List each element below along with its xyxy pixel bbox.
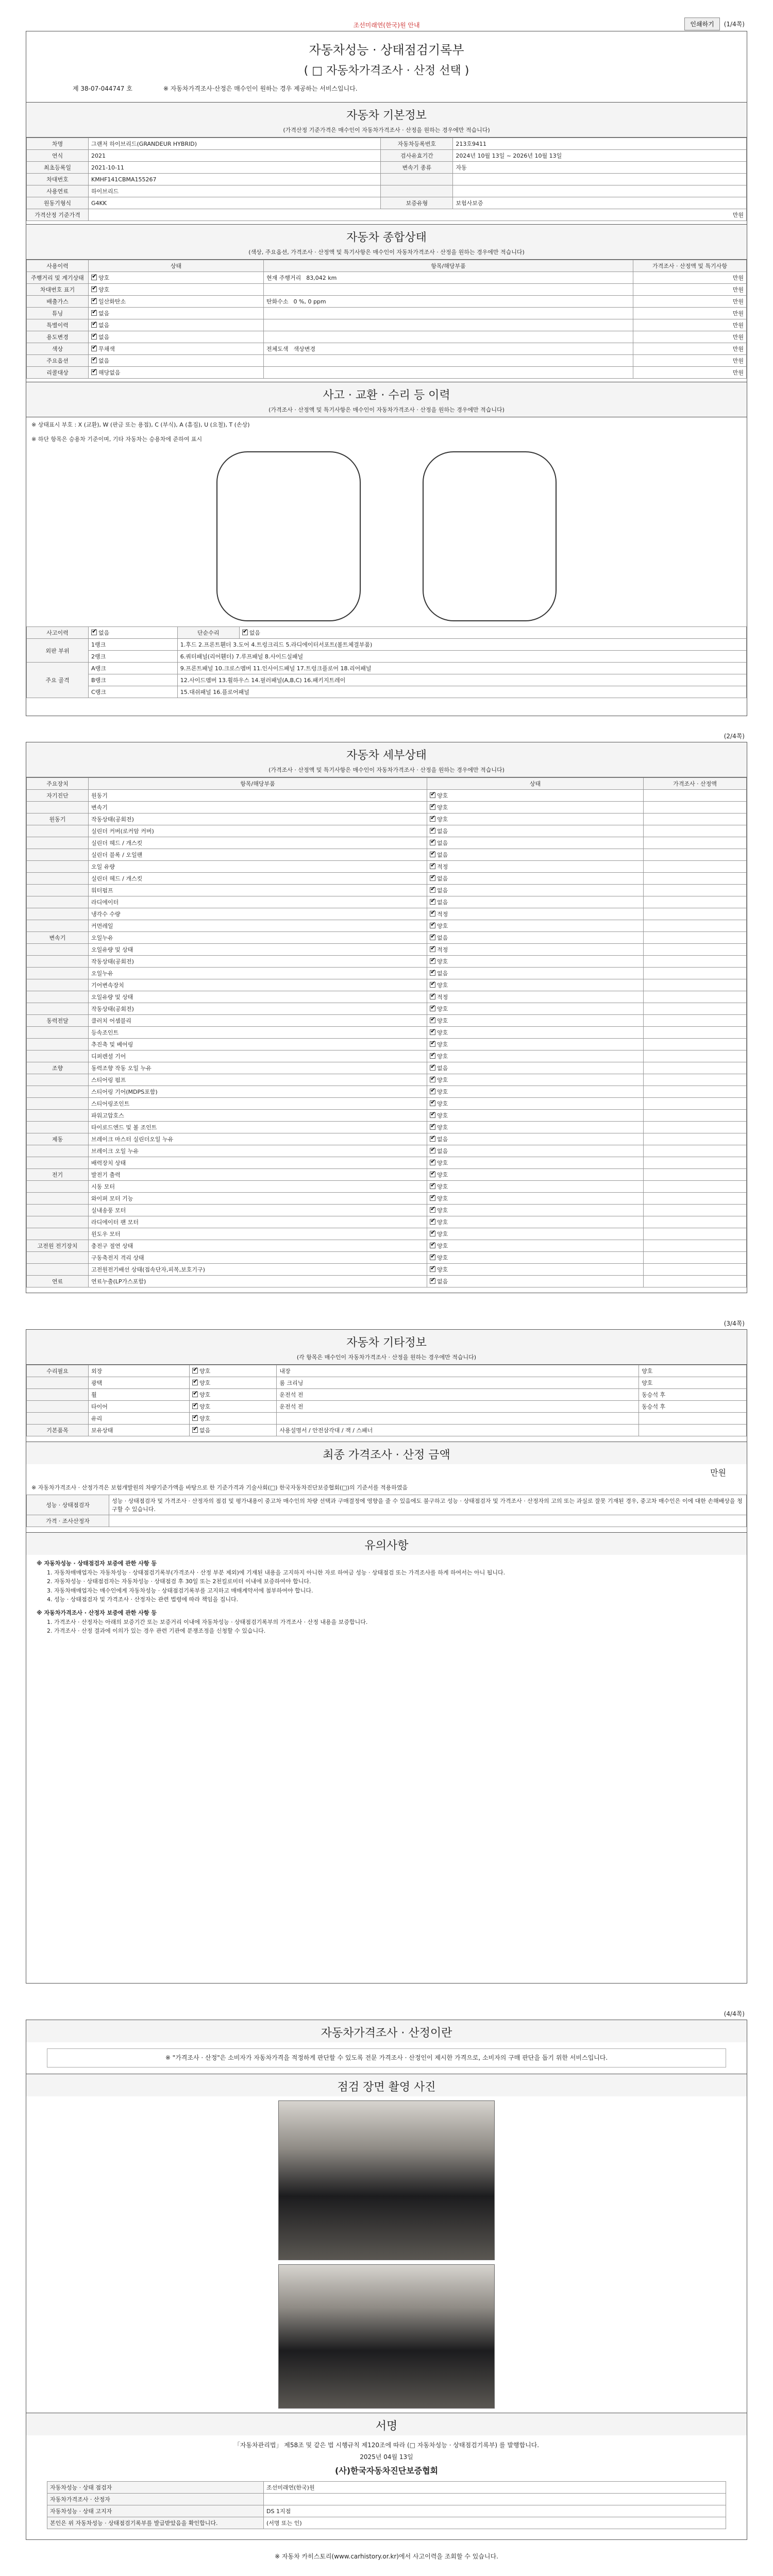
status-check[interactable] — [430, 1112, 435, 1118]
detail-row: 디퍼렌셜 기어 ✔ 양호 — [27, 1050, 747, 1062]
detail-row: 라디에이터 ✔ 없음 — [27, 896, 747, 908]
detail-row: 변속기 오일누유 ✔ 없음 — [27, 932, 747, 944]
detail-row: 고전원 전기장치 충전구 절연 상태 ✔ 양호 — [27, 1240, 747, 1252]
status-check[interactable] — [91, 275, 97, 280]
detail-row: 와이퍼 모터 기능 ✔ 양호 — [27, 1193, 747, 1205]
page-3 — [26, 1329, 747, 1984]
status-check[interactable] — [430, 816, 435, 822]
basic-title: 자동차 기본정보 — [26, 102, 747, 125]
status-check[interactable] — [91, 322, 97, 328]
status-check[interactable] — [430, 1231, 435, 1236]
status-check[interactable] — [430, 1183, 435, 1189]
status-check[interactable] — [430, 1041, 435, 1047]
inspection-photo-2 — [278, 2264, 495, 2409]
page-1 — [26, 31, 747, 716]
other-row: 기본품목 보유상태 ✔ 없음 사용설명서 / 안전삼각대 / 잭 / 스패너 — [27, 1425, 747, 1436]
page-number: (1/4쪽) — [724, 21, 745, 28]
status-check[interactable] — [91, 298, 97, 304]
overall-row: 차대번호 표기 ✔ 양호 만원 — [27, 284, 747, 296]
overall-row: 주요옵션 ✔ 없음 만원 — [27, 355, 747, 367]
final-unit: 만원 — [710, 1468, 726, 1478]
detail-row: 시동 모터 ✔ 양호 — [27, 1181, 747, 1193]
overall-row: 특별이력 ✔ 없음 만원 — [27, 319, 747, 331]
doc-number: 38-07-044747 — [80, 85, 125, 92]
accident-table: 사고이력 ✔ 없음 단순수리 ✔ 없음 외판 부위 1랭크 1.후드 2.프론트휀더 3.도어 4.트렁크리드 5.라디에이터서포트(볼트체결부품) 2랭크 6.쿼터패널(리어휀더) 7.루프패널 8.사이드실패널 주요 골격 A랭크 9.프론트패널 10.크로스멤버 11.인사이드패널 17.트렁크플로어 18.리어패널 B랭크 12.사이드멤버 13.휠하우스 14.필러패널(A,B,C) 16.패키지트레이 C랭크 15.대쉬패널 16.플로어패널 — [26, 626, 747, 698]
detail-row: 고전원전기배선 상태(접속단자,피복,보호기구) ✔ 양호 — [27, 1264, 747, 1276]
status-check[interactable] — [430, 852, 435, 857]
status-check[interactable] — [430, 1053, 435, 1059]
status-check[interactable] — [192, 1403, 198, 1409]
status-check[interactable] — [430, 946, 435, 952]
other-title: 자동차 기타정보 — [26, 1330, 747, 1352]
final-table: 성능 · 상태점검자 성능 · 상태점검자 및 가격조사 · 산정자의 점검 및 평가내용이 중고차 매수인의 차량 선택과 구매결정에 영향을 줄 수 있음에도 불구하고 성능 · 상태점검자 및 가격조사 · 산정자의 고의 또는 과실로 잘못 기재된 경우, 중고차 매수인은 이에 대한 손해배상을 청구할 수 있습니다. 가격 · 조사산정자 — [26, 1495, 747, 1527]
detail-row: 작동상태(공회전) ✔ 양호 — [27, 1003, 747, 1015]
accident-note: (가격조사 · 산정액 및 특기사항은 매수인이 자동차가격조사 · 산정을 원하는 경우에만 적습니다) — [26, 404, 747, 417]
status-check[interactable] — [430, 1089, 435, 1094]
status-check[interactable] — [430, 1243, 435, 1248]
car-diagram — [26, 446, 747, 626]
detail-table: 주요장치 항목/해당부품 상태 가격조사 · 산정액 자기진단 원동기 ✔ 양호 변속기 ✔ 양호 원동기 작동상태(공회전) ✔ 양호 실린더 커버(로커암 커버) ✔ 없음 실린더 헤드 / 개스킷 ✔ 없음 실린더 블록 / 오일팬 ✔ 없음 오일 유량 ✔ 적정 실린더 헤드 / 개스킷 ✔ 없음 워터펌프 ✔ 없음 라디에이터 ✔ 없음 냉각수 수량 ✔ 적정 커먼레일 ✔ 양호 변속기 오일누유 ✔ 없음 오일유량 및 상태 ✔ 적정 작동상태(공회전) ✔ 양호 오일누유 ✔ 없음 기어변속장치 ✔ 양호 오일유량 및 상태 ✔ 적정 작동상태(공회전) ✔ 양호 동력전달 클러치 어셈블리 ✔ 양호 등속조인트 ✔ 양호 추진축 및 베어링 ✔ 양호 디퍼렌셜 기어 ✔ 양호 조향 동력조향 작동 오일 누유 ✔ 없음 스티어링 펌프 ✔ 양호 스티어링 기어(MDPS포함) ✔ 양호 스티어링조인트 ✔ 양호 파워고압호스 ✔ 양호 타이로드엔드 및 볼 조인트 ✔ 양호 제동 브레이크 마스터 실린더오일 누유 ✔ 없음 브레이크 오일 누유 ✔ 없음 배력장치 상태 ✔ 양호 전기 발전기 출력 ✔ 양호 시동 모터 ✔ 양호 와이퍼 모터 기능 ✔ 양호 실내송풍 모터 ✔ 양호 라디에이터 팬 모터 ✔ 양호 윈도우 모터 ✔ 양호 고전원 전기장치 충전구 절연 상태 ✔ 양호 구동축전지 격리 상태 ✔ 양호 고전원전기배선 상태(접속단자,피복,보호기구) ✔ 양호 연료 연료누출(LP가스포함) ✔ 없음 — [26, 777, 747, 1287]
detail-row: 오일누유 ✔ 없음 — [27, 968, 747, 979]
print-button[interactable]: 인쇄하기 — [684, 18, 719, 30]
overall-table: 사용이력 상태 항목/해당부품 가격조사 · 산정액 및 특기사항 주행거리 및 계기상태 ✔ 양호 현재 주행거리 83,042 km 만원 차대번호 표기 ✔ 양호 만원 배출가스 ✔ 일산화탄소 탄화수소 0 %, 0 ppm 만원 튜닝 ✔ 없음 만원 특별이력 ✔ 없음 만원 용도변경 ✔ 없음 만원 색상 ✔ 무채색 전체도색 색상변경 만원 주요옵션 ✔ 없음 만원 리콜대상 ✔ 해당없음 만원 — [26, 260, 747, 379]
status-check[interactable] — [430, 1077, 435, 1082]
status-check[interactable] — [430, 911, 435, 917]
final-title: 최종 가격조사 · 산정 금액 — [26, 1442, 747, 1464]
basic-note: (가격산정 기준가격은 매수인이 자동차가격조사 · 산정을 원하는 경우에만 적습니다) — [26, 125, 747, 138]
basic-row: 원동기형식 G4KK 보증유형 보험사보증 — [27, 197, 747, 209]
status-check[interactable] — [430, 923, 435, 928]
status-check[interactable] — [430, 804, 435, 810]
other-table — [26, 1365, 747, 1436]
other-row: 유리 ✔ 양호 — [27, 1413, 747, 1425]
detail-row: 추진축 및 베어링 ✔ 양호 — [27, 1039, 747, 1050]
car-frame-diagram — [423, 451, 557, 621]
detail-row: 오일 유량 ✔ 적정 — [27, 861, 747, 873]
other-row: 광택 ✔ 양호 룸 크리닝 양호 — [27, 1377, 747, 1389]
status-check[interactable] — [91, 334, 97, 340]
overall-row: 색상 ✔ 무채색 전체도색 색상변경 만원 — [27, 343, 747, 355]
status-check[interactable] — [430, 935, 435, 940]
status-check[interactable] — [430, 1255, 435, 1260]
detail-row: 동력전달 클러치 어셈블리 ✔ 양호 — [27, 1015, 747, 1027]
basic-row: 사용연료 하이브리드 — [27, 185, 747, 197]
status-check[interactable] — [430, 970, 435, 976]
status-check[interactable] — [430, 1278, 435, 1284]
basic-row: 연식 2021 검사유효기간 2024년 10월 13일 ~ 2026년 10월 13일 — [27, 150, 747, 162]
accident-legend-1: ※ 상태표시 부호 : X (교환), W (판금 또는 용접), C (부식), A (흠집), U (요철), T (손상) — [31, 421, 250, 428]
status-check[interactable] — [430, 1018, 435, 1023]
detail-row: 배력장치 상태 ✔ 양호 — [27, 1157, 747, 1169]
detail-row: 기어변속장치 ✔ 양호 — [27, 979, 747, 991]
detail-row: 커먼레일 ✔ 양호 — [27, 920, 747, 932]
overall-row: 배출가스 ✔ 일산화탄소 탄화수소 0 %, 0 ppm 만원 — [27, 296, 747, 308]
page-2 — [26, 742, 747, 1293]
status-check[interactable] — [192, 1368, 198, 1374]
basic-row: 차명 그랜저 하이브리드(GRANDEUR HYBRID) 자동차등록번호 213호9411 — [27, 138, 747, 150]
overall-row: 리콜대상 ✔ 해당없음 만원 — [27, 367, 747, 379]
pricesvc-title: 자동차가격조사 · 산정이란 — [26, 2020, 747, 2042]
detail-row: 오일유량 및 상태 ✔ 적정 — [27, 991, 747, 1003]
detail-row: 스티어링 기어(MDPS포함) ✔ 양호 — [27, 1086, 747, 1098]
photo-title: 점검 장면 촬영 사진 — [26, 2074, 747, 2096]
page-number-2: (2/4쪽) — [724, 733, 745, 740]
status-check[interactable] — [430, 899, 435, 905]
status-check[interactable] — [430, 1124, 435, 1130]
detail-row: 제동 브레이크 마스터 실린더오일 누유 ✔ 없음 — [27, 1133, 747, 1145]
status-check[interactable] — [91, 310, 97, 316]
doc-number-line: 제 38-07-044747 호 ※ 자동차가격조사·산정은 매수인이 원하는 경우 제공하는 서비스입니다. — [73, 85, 358, 92]
status-check[interactable] — [91, 346, 97, 351]
status-check[interactable] — [430, 875, 435, 881]
top-notice: 조선미래연(한국)원 안내 — [353, 22, 420, 29]
status-check[interactable] — [91, 369, 97, 375]
detail-row: 브레이크 오일 누유 ✔ 없음 — [27, 1145, 747, 1157]
detail-row: 워터펌프 ✔ 없음 — [27, 885, 747, 896]
status-check[interactable] — [430, 1136, 435, 1142]
overall-row: 튜닝 ✔ 없음 만원 — [27, 308, 747, 319]
status-check[interactable] — [430, 840, 435, 845]
detail-row: 원동기 작동상태(공회전) ✔ 양호 — [27, 814, 747, 825]
doc-subtitle: ( □ 자동차가격조사 · 산정 선택 ) — [304, 64, 469, 77]
detail-row: 조향 동력조향 작동 오일 누유 ✔ 없음 — [27, 1062, 747, 1074]
other-row: 수리필요 외장 ✔ 양호 내장 양호 — [27, 1365, 747, 1377]
other-row: 타이어 ✔ 양호 운전석 전 동승석 후 — [27, 1401, 747, 1413]
footer: ※ 자동차 카히스토리(www.carhistory.or.kr)에서 사고이력을 조회할 수 있습니다. — [275, 2553, 498, 2560]
repair-none-check[interactable] — [242, 630, 248, 635]
detail-row: 자기진단 원동기 ✔ 양호 — [27, 790, 747, 802]
status-check[interactable] — [430, 1266, 435, 1272]
detail-row: 윈도우 모터 ✔ 양호 — [27, 1228, 747, 1240]
detail-row: 실린더 커버(로커암 커버) ✔ 없음 — [27, 825, 747, 837]
accident-legend-2: ※ 하단 항목은 승용차 기준이며, 기타 자동차는 승용차에 준하여 표시 — [31, 436, 203, 443]
overall-title: 자동차 종합상태 — [26, 224, 747, 247]
detail-row: 실린더 헤드 / 개스킷 ✔ 없음 — [27, 837, 747, 849]
detail-row: 냉각수 수량 ✔ 적정 — [27, 908, 747, 920]
status-check[interactable] — [430, 1207, 435, 1213]
inspection-photo-1 — [278, 2100, 495, 2260]
detail-title: 자동차 세부상태 — [26, 742, 747, 765]
detail-row: 작동상태(공회전) ✔ 양호 — [27, 956, 747, 968]
detail-row: 구동축전지 격리 상태 ✔ 양호 — [27, 1252, 747, 1264]
detail-note: (가격조사 · 산정액 및 특기사항은 매수인이 자동차가격조사 · 산정을 원하는 경우에만 적습니다) — [26, 765, 747, 777]
detail-row: 라디에이터 팬 모터 ✔ 양호 — [27, 1216, 747, 1228]
other-note: (각 항목은 매수인이 자동차가격조사 · 산정을 원하는 경우에만 적습니다) — [26, 1352, 747, 1365]
status-check[interactable] — [430, 1160, 435, 1165]
detail-row: 오일유량 및 상태 ✔ 적정 — [27, 944, 747, 956]
status-check[interactable] — [430, 1195, 435, 1201]
sign-title: 서명 — [26, 2413, 747, 2435]
page-4 — [26, 2020, 747, 2540]
sign-table: 자동차성능 · 상태 점검자 조선미래연(한국)원 자동차가격조사 · 산정자 자동차성능 · 상태 고지자 DS 1지점 본인은 위 자동차성능 · 상태점검기록부를 발급받았음을 확인합니다. (서명 또는 인) — [47, 2481, 726, 2529]
status-check[interactable] — [430, 958, 435, 964]
top-buttons — [684, 18, 745, 30]
status-check[interactable] — [430, 792, 435, 798]
status-check[interactable] — [192, 1415, 198, 1421]
status-check[interactable] — [430, 1006, 435, 1011]
detail-row: 변속기 ✔ 양호 — [27, 802, 747, 814]
status-check[interactable] — [91, 286, 97, 292]
overall-row: 용도변경 ✔ 없음 만원 — [27, 331, 747, 343]
sign-area: 「자동차관리법」 제58조 및 같은 법 시행규칙 제120조에 따라 (□ 자동차성능 · 상태점검기록부) 를 발행합니다. 2025년 04월 13일 (사)한국자동차진단보증협회 자동차성능 · 상태 점검자 조선미래연(한국)원 자동차가격조사 · 산정자 자동차성능 · 상태 고지자 DS 1지점 본인은 위 자동차성능 · 상태점검기록부를 발급받았음을 확인합니다. (서명 또는 인) — [26, 2435, 747, 2534]
detail-row: 실린더 헤드 / 개스킷 ✔ 없음 — [27, 873, 747, 885]
status-check[interactable] — [192, 1380, 198, 1385]
caution-title: 유의사항 — [26, 1532, 747, 1555]
pricesvc-text: ※ "가격조사 · 산정"은 소비자가 자동차가격을 적정하게 판단할 수 있도록 전문 가격조사 · 산정인이 제시한 가격으로, 소비자의 구매 판단을 돕기 위한 서비스입니다. — [47, 2048, 726, 2067]
detail-row: 등속조인트 ✔ 양호 — [27, 1027, 747, 1039]
detail-row: 연료 연료누출(LP가스포함) ✔ 없음 — [27, 1276, 747, 1287]
accident-none-check[interactable] — [91, 630, 97, 635]
status-check[interactable] — [430, 1100, 435, 1106]
status-check[interactable] — [430, 1172, 435, 1177]
page-number-3: (3/4쪽) — [724, 1320, 745, 1327]
status-check[interactable] — [430, 887, 435, 893]
basic-table: 차명 그랜저 하이브리드(GRANDEUR HYBRID) 자동차등록번호 213호9411 연식 2021 검사유효기간 2024년 10월 13일 ~ 2026년 10월 13일 최초등록일 2021-10-11 변속기 종류 자동 차대번호 KMHF141CBMA155267 사용연료 하이브리드 원동기형식 G4KK 보증유형 보험사보증 가격산정 기준가격 만원 — [26, 138, 747, 221]
detail-row: 전기 발전기 출력 ✔ 양호 — [27, 1169, 747, 1181]
status-check[interactable] — [91, 358, 97, 363]
basic-row: 차대번호 KMHF141CBMA155267 — [27, 174, 747, 185]
status-check[interactable] — [430, 1065, 435, 1071]
doc-warning: ※ 자동차가격조사·산정은 매수인이 원하는 경우 제공하는 서비스입니다. — [163, 85, 358, 92]
detail-row: 파워고압호스 ✔ 양호 — [27, 1110, 747, 1122]
status-check[interactable] — [430, 1148, 435, 1154]
detail-row: 타이로드엔드 및 볼 조인트 ✔ 양호 — [27, 1122, 747, 1133]
detail-row: 실내송풍 모터 ✔ 양호 — [27, 1205, 747, 1216]
car-front-diagram — [216, 451, 361, 621]
accident-title: 사고 · 교환 · 수리 등 이력 — [26, 382, 747, 404]
status-check[interactable] — [430, 828, 435, 834]
status-check[interactable] — [430, 1029, 435, 1035]
caution-list: ※ 자동차성능 · 상태점검자 보증에 관한 사항 등 1. 자동차매매업자는 자동차성능 · 상태점검기록부(가격조사 · 산정 부분 제외)에 기재된 내용을 고지하지 아니한 자로 하여금 성능 · 상태점검 또는 가격조사를 하게 하여서는 아니 됩니다. 2. 자동차성능 · 상태점검자는 자동차성능 · 상태점검 후 30일 또는 2천킬로미터 이내에 보증하여야 합니다. 3. 자동차매매업자는 매수인에게 자동차성능 · 상태점검기록부를 고지하고 매매계약서에 첨부하여야 합니다. 4. 성능 · 상태점검자 및 가격조사 · 산정자는 관련 법령에 따라 책임을 집니다. ※ 자동차가격조사 · 산정자 보증에 관한 사항 등 1. 가격조사 · 산정자는 아래의 보증기간 또는 보증거리 이내에 자동차성능 · 상태점검기록부의 가격조사 · 산정 내용을 보증합니다. 2. 가격조사 · 산정 결과에 이의가 있는 경우 관련 기관에 분쟁조정을 신청할 수 있습니다. — [37, 1560, 506, 1635]
detail-row: 스티어링 펌프 ✔ 양호 — [27, 1074, 747, 1086]
detail-row: 실린더 블록 / 오일팬 ✔ 없음 — [27, 849, 747, 861]
status-check[interactable] — [192, 1392, 198, 1397]
status-check[interactable] — [430, 982, 435, 988]
final-note: ※ 자동차가격조사 · 산정가격은 보험개발원의 차량기준가액을 바탕으로 한 기준가격과 기술사회(□) 한국자동차진단보증협회(□)의 기준서를 적용하였음 — [31, 1484, 408, 1491]
status-check[interactable] — [430, 863, 435, 869]
doc-title: 자동차성능 · 상태점검기록부 — [309, 43, 464, 57]
overall-row: 주행거리 및 계기상태 ✔ 양호 현재 주행거리 83,042 km 만원 — [27, 272, 747, 284]
basic-row: 최초등록일 2021-10-11 변속기 종류 자동 — [27, 162, 747, 174]
status-check[interactable] — [430, 994, 435, 999]
detail-row: 스티어링조인트 ✔ 양호 — [27, 1098, 747, 1110]
status-check[interactable] — [192, 1427, 198, 1433]
overall-note: (색상, 주요옵션, 가격조사 · 산정액 및 특기사항은 매수인이 자동차가격조사 · 산정을 원하는 경우에만 적습니다) — [26, 247, 747, 260]
status-check[interactable] — [430, 1219, 435, 1225]
other-row: 휠 ✔ 양호 운전석 전 동승석 후 — [27, 1389, 747, 1401]
page-number-4: (4/4쪽) — [724, 2010, 745, 2018]
